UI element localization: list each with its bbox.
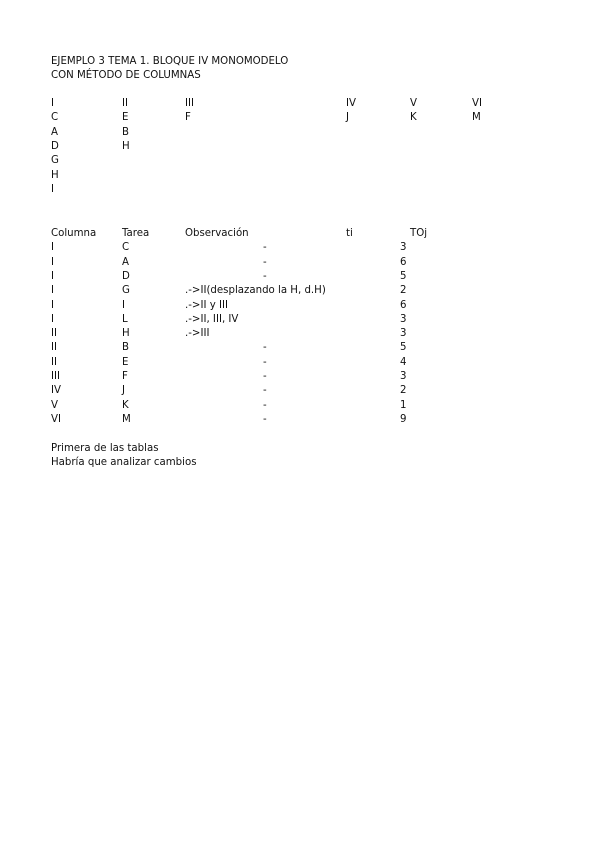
tasks-table-cell: K: [122, 399, 129, 411]
columns-table-cell: B: [122, 126, 129, 138]
tasks-table-cell: E: [122, 356, 129, 368]
tasks-table-cell: -: [263, 256, 267, 268]
tasks-table-cell: -: [263, 413, 267, 425]
tasks-table-cell: .->II(desplazando la H, d.H): [185, 285, 326, 297]
tasks-table-cell: 6: [400, 299, 407, 311]
columns-table-cell: F: [185, 112, 191, 124]
tasks-table-cell: IV: [51, 385, 61, 397]
columns-table-cell: D: [51, 140, 59, 152]
tasks-table-cell: 4: [400, 356, 407, 368]
tasks-table-cell: I: [51, 270, 55, 282]
columns-table-header: VI: [472, 98, 482, 109]
columns-table-cell: E: [122, 112, 129, 124]
tasks-table-cell: 6: [400, 256, 407, 268]
tasks-table-cell: II: [51, 356, 58, 368]
tasks-table-cell: -: [263, 371, 267, 382]
columns-table-cell: H: [122, 140, 130, 152]
columns-table-cell: I: [51, 183, 55, 195]
document-title-line-2: CON MÉTODO DE COLUMNAS: [51, 70, 201, 81]
document-title-line-1: EJEMPLO 3 TEMA 1. BLOQUE IV MONOMODELO: [51, 56, 289, 67]
tasks-table-cell: I: [51, 285, 55, 297]
tasks-table-cell: -: [263, 356, 267, 368]
tasks-table-cell: 5: [400, 342, 407, 354]
tasks-table-cell: -: [263, 342, 267, 354]
tasks-table-cell: 2: [400, 385, 407, 397]
tasks-table-cell: 2: [400, 285, 407, 297]
tasks-table-cell: 3: [400, 328, 407, 340]
columns-table-header: I: [51, 98, 55, 109]
columns-table-cell: H: [51, 169, 59, 181]
columns-table-header: V: [410, 98, 417, 109]
tasks-table-cell: D: [122, 270, 130, 282]
tasks-table-cell: -: [263, 242, 267, 254]
tasks-table-cell: III: [51, 371, 61, 382]
tasks-table-header: ti: [346, 228, 353, 239]
tasks-table-cell: M: [122, 413, 131, 425]
note-line-1: Primera de las tablas: [51, 443, 159, 454]
tasks-table-cell: C: [122, 242, 130, 254]
columns-table-cell: C: [51, 112, 59, 124]
tasks-table-cell: G: [122, 285, 130, 297]
tasks-table-cell: VI: [51, 413, 61, 425]
columns-table-cell: M: [472, 112, 481, 124]
tasks-table-cell: I: [51, 242, 55, 254]
tasks-table-cell: 3: [400, 242, 407, 254]
columns-table-header: II: [122, 98, 129, 109]
tasks-table-cell: V: [51, 399, 58, 411]
tasks-table-cell: A: [122, 256, 129, 268]
tasks-table-cell: -: [263, 270, 267, 282]
tasks-table-cell: .->II y III: [185, 299, 228, 311]
tasks-table-header: Tarea: [122, 228, 150, 239]
tasks-table-cell: 3: [400, 313, 407, 325]
note-line-2: Habría que analizar cambios: [51, 457, 197, 468]
tasks-table-header: Observación: [185, 228, 249, 239]
tasks-table-cell: I: [51, 256, 55, 268]
tasks-table-cell: .->II, III, IV: [185, 313, 239, 325]
tasks-table-cell: 9: [400, 413, 407, 425]
tasks-table-cell: II: [51, 328, 58, 340]
columns-table-header: III: [185, 98, 195, 109]
tasks-table-header: Columna: [51, 228, 97, 239]
tasks-table-cell: 3: [400, 371, 407, 382]
columns-table-cell: K: [410, 112, 417, 124]
tasks-table-header: TOj: [410, 228, 428, 239]
tasks-table-cell: L: [122, 313, 128, 325]
columns-table-cell: G: [51, 155, 59, 167]
tasks-table-cell: I: [51, 299, 55, 311]
tasks-table-cell: J: [122, 385, 126, 397]
columns-table-header: IV: [346, 98, 356, 109]
tasks-table-cell: H: [122, 328, 130, 340]
tasks-table-cell: .->III: [185, 328, 210, 340]
tasks-table-cell: 5: [400, 270, 407, 282]
tasks-table-cell: I: [51, 313, 55, 325]
tasks-table-cell: II: [51, 342, 58, 354]
tasks-table-cell: 1: [400, 399, 407, 411]
tasks-table-cell: I: [122, 299, 126, 311]
tasks-table-cell: -: [263, 385, 267, 397]
columns-table-cell: A: [51, 126, 58, 138]
tasks-table-cell: B: [122, 342, 129, 354]
columns-table-cell: J: [346, 112, 350, 124]
tasks-table-cell: -: [263, 399, 267, 411]
tasks-table-cell: F: [122, 371, 128, 382]
